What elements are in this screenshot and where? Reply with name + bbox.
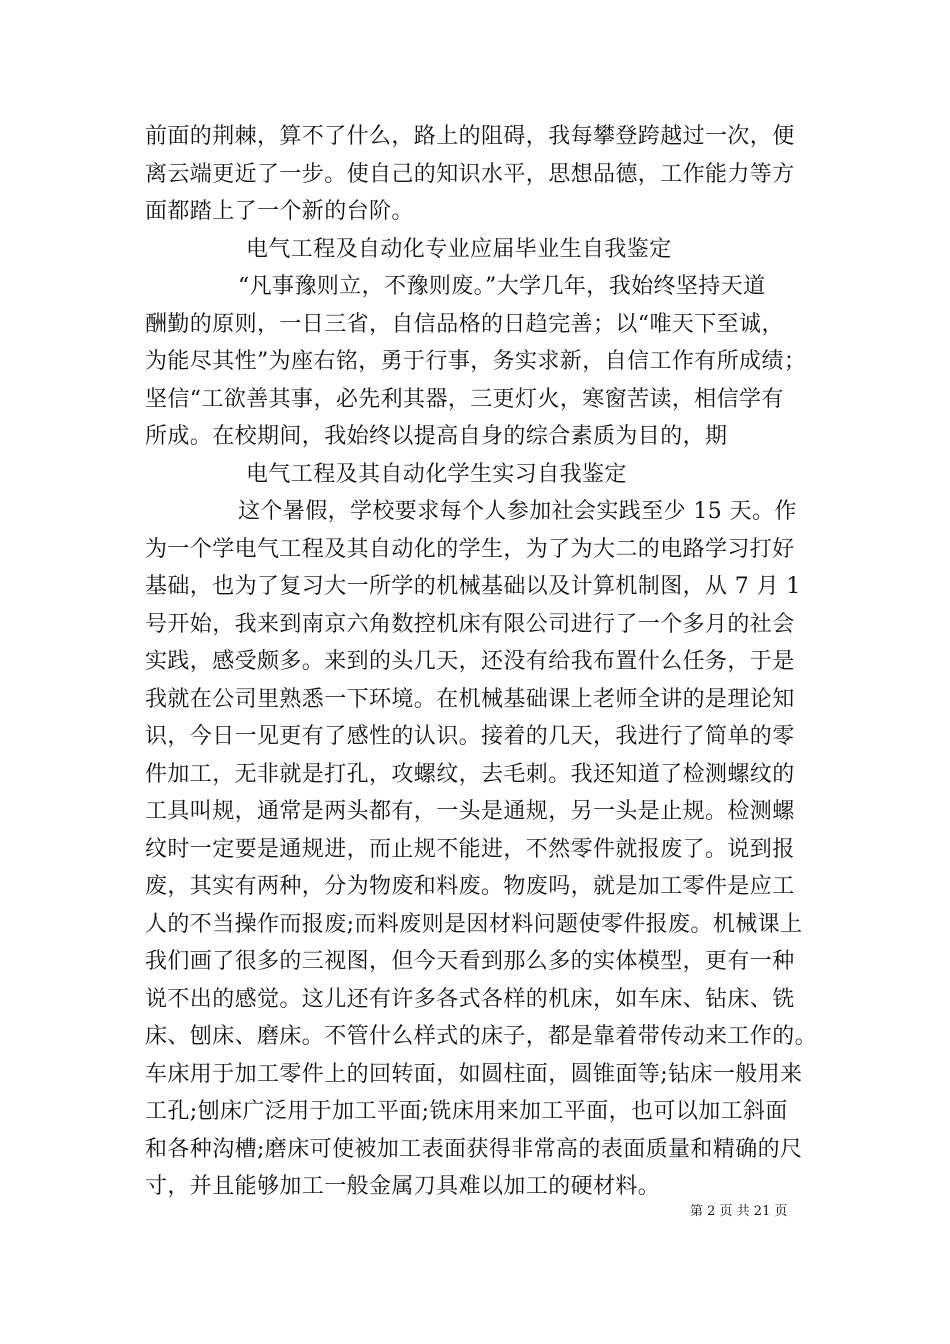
body-line: 酬勤的原则，一日三省，自信品格的日趋完善；以“唯天下至诚， [145, 311, 784, 337]
paragraph-first-line: “凡事豫则立，不豫则废。”大学几年，我始终坚持天道 [238, 274, 766, 299]
body-line: 说不出的感觉。这儿还有许多各式各样的机床，如车床、钻床、铣 [145, 986, 795, 1012]
body-line: 前面的荆棘，算不了什么，路上的阻碍，我每攀登跨越过一次，便 [145, 124, 795, 149]
body-line: 工孔;刨床广泛用于加工平面;铣床用来加工平面，也可以加工斜面 [145, 1099, 788, 1124]
document-body [145, 118, 818, 1206]
section-title: 电气工程及其自动化学生实习自我鉴定 [246, 461, 627, 487]
body-line: 识，今日一见更有了感性的认识。接着的几天，我进行了简单的零 [145, 724, 795, 749]
body-line: 为一个学电气工程及其自动化的学生，为了为大二的电路学习打好 [145, 536, 795, 562]
body-line: 面都踏上了一个新的台阶。 [145, 199, 414, 224]
body-line: 我们画了很多的三视图，但今天看到那么多的实体模型，更有一种 [145, 949, 795, 974]
paragraph-first-line: 这个暑假，学校要求每个人参加社会实践至少 15 天。作 [238, 499, 797, 524]
body-line: 实践，感受颇多。来到的头几天，还没有给我布置什么任务，于是 [145, 649, 795, 674]
body-line: 我就在公司里熟悉一下环境。在机械基础课上老师全讲的是理论知 [145, 686, 795, 712]
page-number-footer: 第 2 页 共 21 页 [690, 1204, 788, 1219]
section-title: 电气工程及自动化专业应届毕业生自我鉴定 [246, 236, 672, 262]
body-line: 坚信“工欲善其事，必先利其器，三更灯火，寒窗苦读，相信学有 [145, 386, 784, 412]
body-line: 床、刨床、磨床。不管什么样式的床子，都是靠着带传动来工作的。 [145, 1024, 818, 1049]
body-line: 件加工，无非就是打孔，攻螺纹，去毛刺。我还知道了检测螺纹的 [145, 761, 795, 787]
body-line: 所成。在校期间，我始终以提高自身的综合素质为目的，期 [145, 424, 728, 449]
body-line: 纹时一定要是通规进，而止规不能进，不然零件就报废了。说到报 [145, 836, 795, 862]
body-line: 基础，也为了复习大一所学的机械基础以及计算机制图，从 7 月 1 [145, 574, 801, 599]
body-line: 和各种沟槽;磨床可使被加工表面获得非常高的表面质量和精确的尺 [145, 1136, 803, 1162]
body-line: 离云端更近了一步。使自己的知识水平，思想品德，工作能力等方 [145, 161, 795, 187]
body-line: 为能尽其性”为座右铭，勇于行事，务实求新，自信工作有所成绩； [145, 349, 807, 374]
body-line: 寸，并且能够加工一般金属刀具难以加工的硬材料。 [145, 1174, 661, 1199]
body-line: 号开始，我来到南京六角数控机床有限公司进行了一个多月的社会 [145, 611, 795, 637]
body-line: 工具叫规，通常是两头都有，一头是通规，另一头是止规。检测螺 [145, 799, 795, 824]
body-line: 车床用于加工零件上的回转面，如圆柱面，圆锥面等;钻床一般用来 [145, 1061, 803, 1087]
body-line: 人的不当操作而报废;而料废则是因材料问题使零件报废。机械课上 [145, 911, 803, 937]
body-line: 废，其实有两种，分为物废和料废。物废吗，就是加工零件是应工 [145, 874, 795, 899]
